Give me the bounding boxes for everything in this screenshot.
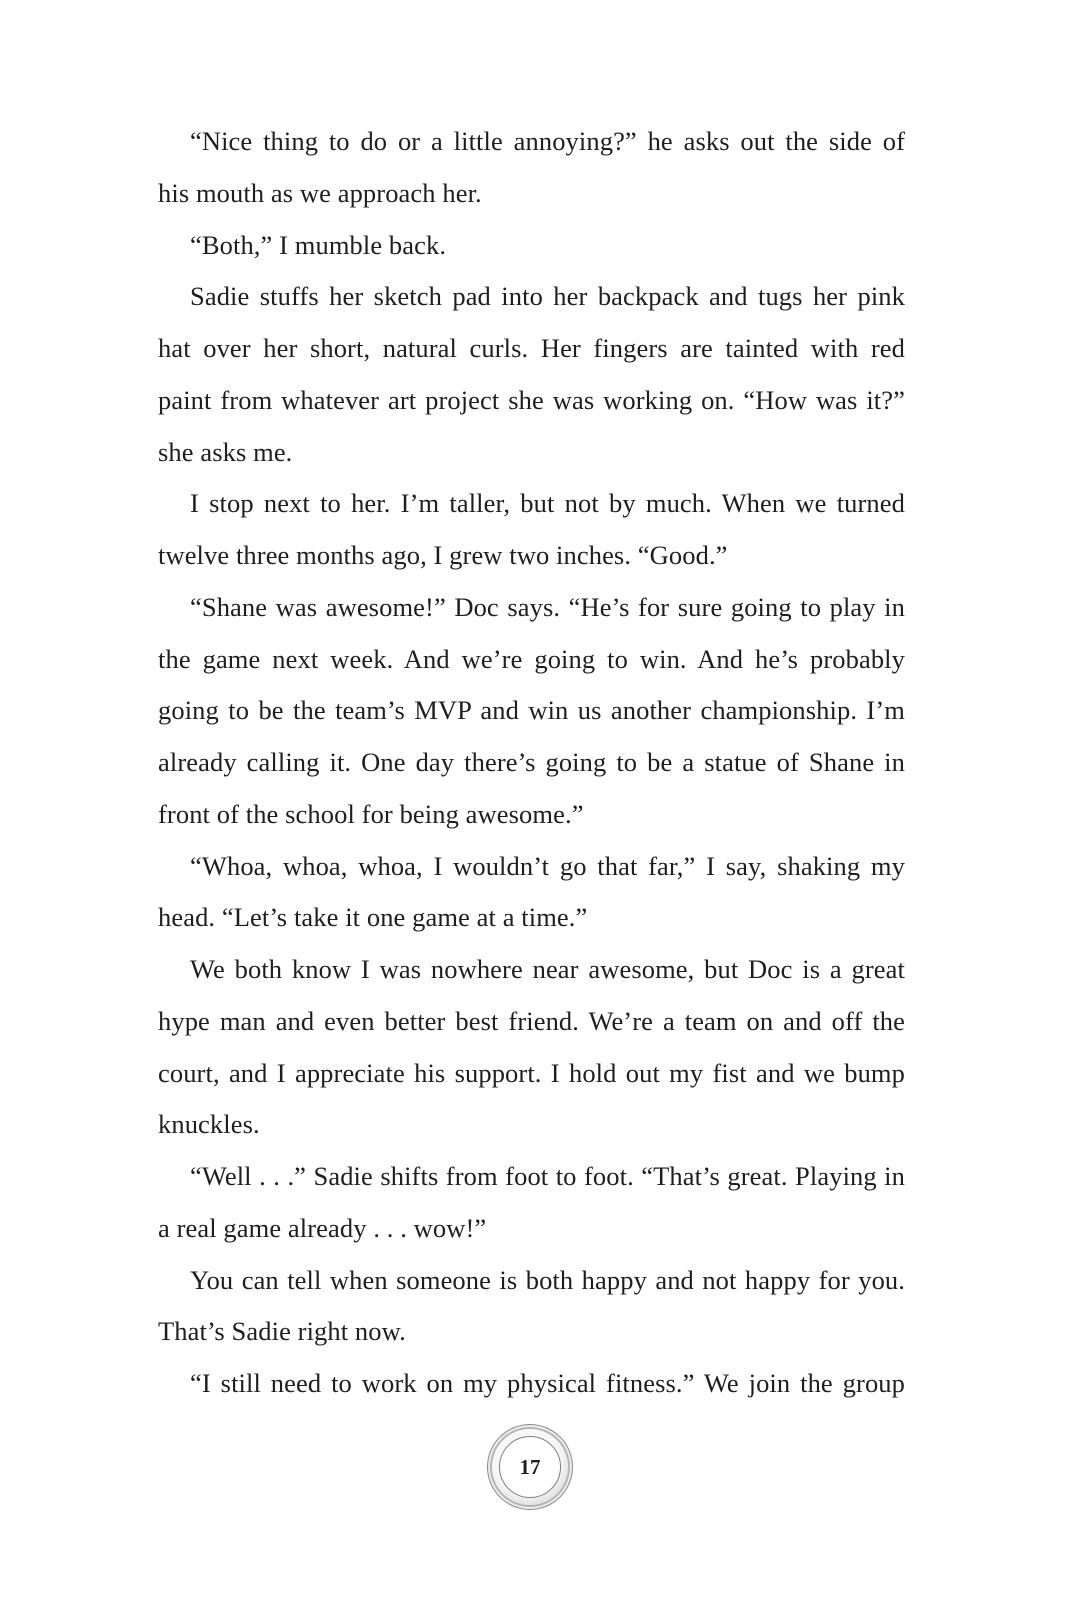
text-line: already calling it. One day there’s going to be a statue of Shane in [158, 747, 905, 777]
text-line: “Both,” I mumble back. [190, 229, 447, 260]
text-line: court, and I appreciate his support. I hold out my fist and we bump [158, 1057, 905, 1088]
text-line: a real game already . . . wow!” [158, 1212, 487, 1243]
text-line: hat over her short, natural curls. Her fingers are tainted with red [158, 333, 905, 363]
text-line: knuckles. [158, 1109, 260, 1140]
text-line: “I still need to work on my physical fitness.” We join the group [190, 1368, 905, 1398]
text-line: hype man and even better best friend. We’re a team on and off the [158, 1005, 905, 1036]
text-line: she asks me. [158, 436, 293, 467]
text-line: his mouth as we approach her. [158, 177, 482, 208]
text-line: going to be the team’s MVP and win us another championship. I’m [158, 695, 905, 726]
text-line: twelve three months ago, I grew two inches. “Good.” [158, 540, 728, 570]
text-line: “Nice thing to do or a little annoying?” he asks out the side of [190, 126, 905, 156]
text-line: That’s Sadie right now. [158, 1316, 406, 1347]
text-line: “Whoa, whoa, whoa, I wouldn’t go that far,” I say, shaking my [190, 850, 905, 881]
text-line: I stop next to her. I’m taller, but not by much. When we turned [190, 488, 905, 519]
page-number-badge [492, 1429, 568, 1505]
text-line: front of the school for being awesome.” [158, 798, 584, 829]
text-line: Sadie stuffs her sketch pad into her backpack and tugs her pink [190, 281, 905, 312]
text-line: head. “Let’s take it one game at a time.” [158, 902, 588, 933]
page-number: 17 [519, 1454, 541, 1479]
text-line: “Shane was awesome!” Doc says. “He’s for sure going to play in [190, 591, 905, 622]
text-line: paint from whatever art project she was working on. “How was it?” [158, 384, 905, 415]
text-line: “Well . . .” Sadie shifts from foot to foot. “That’s great. Playing in [190, 1161, 905, 1191]
page-number-ring [499, 1436, 561, 1498]
text-line: the game next week. And we’re going to win. And he’s probably [158, 643, 905, 674]
body-text [158, 116, 905, 1410]
text-line: You can tell when someone is both happy and not happy for you. [190, 1264, 905, 1295]
text-line: We both know I was nowhere near awesome, but Doc is a great [190, 954, 905, 984]
